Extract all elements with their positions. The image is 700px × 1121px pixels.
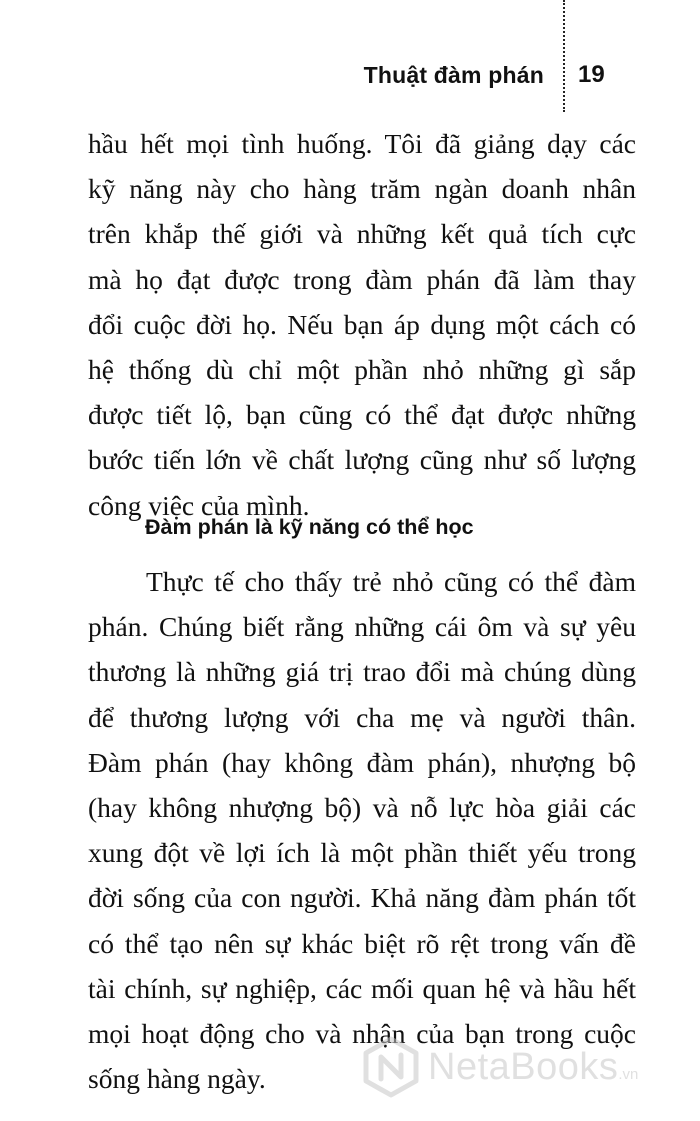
text-line: tài chính, sự nghiệp, các mối quan hệ và hầu hết (88, 972, 636, 1004)
text-line: bước tiến lớn về chất lượng cũng như số lượng (88, 444, 636, 476)
running-header-title: Thuật đàm phán (363, 62, 544, 88)
section-heading: Đàm phán là kỹ năng có thể học (145, 515, 474, 539)
text-line: trên khắp thế giới và những kết quả tích cực (88, 218, 636, 250)
netabooks-watermark (362, 1036, 682, 1100)
text-line: mọi hoạt động cho và nhận của bạn trong cuộc (88, 1018, 636, 1050)
header-dotted-divider (563, 0, 565, 112)
watermark-text (428, 1044, 638, 1098)
watermark-suffix: .vn (618, 1066, 639, 1083)
text-line: Đàm phán (hay không đàm phán), nhượng bộ (88, 746, 636, 778)
text-line: đổi cuộc đời họ. Nếu bạn áp dụng một cách có (88, 308, 636, 340)
text-line: phán. Chúng biết rằng những cái ôm và sự yêu (88, 611, 636, 643)
text-line: sống hàng ngày. (88, 1063, 266, 1095)
text-line: kỹ năng này cho hàng trăm ngàn doanh nhân (88, 173, 636, 205)
text-line: đời sống của con người. Khả năng đàm phán tốt (88, 882, 636, 914)
netabooks-logo-icon (362, 1036, 420, 1098)
text-line: thương là những giá trị trao đổi mà chúng dùng (88, 656, 636, 688)
watermark-brand: NetaBooks (428, 1046, 619, 1088)
text-line: Thực tế cho thấy trẻ nhỏ cũng có thể đàm (146, 566, 636, 597)
text-line: hệ thống dù chỉ một phần nhỏ những gì sắp (88, 354, 636, 386)
text-line: được tiết lộ, bạn cũng có thể đạt được những (88, 399, 636, 431)
page-number: 19 (578, 61, 605, 88)
paragraph-2 (88, 559, 639, 1101)
paragraph-1 (88, 121, 636, 528)
text-line: mà họ đạt được trong đàm phán đã làm thay (88, 263, 636, 295)
text-line: (hay không nhượng bộ) và nỗ lực hòa giải các (88, 792, 636, 824)
text-line: để thương lượng với cha mẹ và người thân. (88, 701, 636, 733)
text-line: xung đột về lợi ích là một phần thiết yếu trong (88, 837, 636, 869)
text-line: hầu hết mọi tình huống. Tôi đã giảng dạy các (88, 128, 636, 159)
text-line: có thể tạo nên sự khác biệt rõ rệt trong vấn đề (88, 927, 636, 959)
text-line: công việc của mình. (88, 489, 310, 521)
